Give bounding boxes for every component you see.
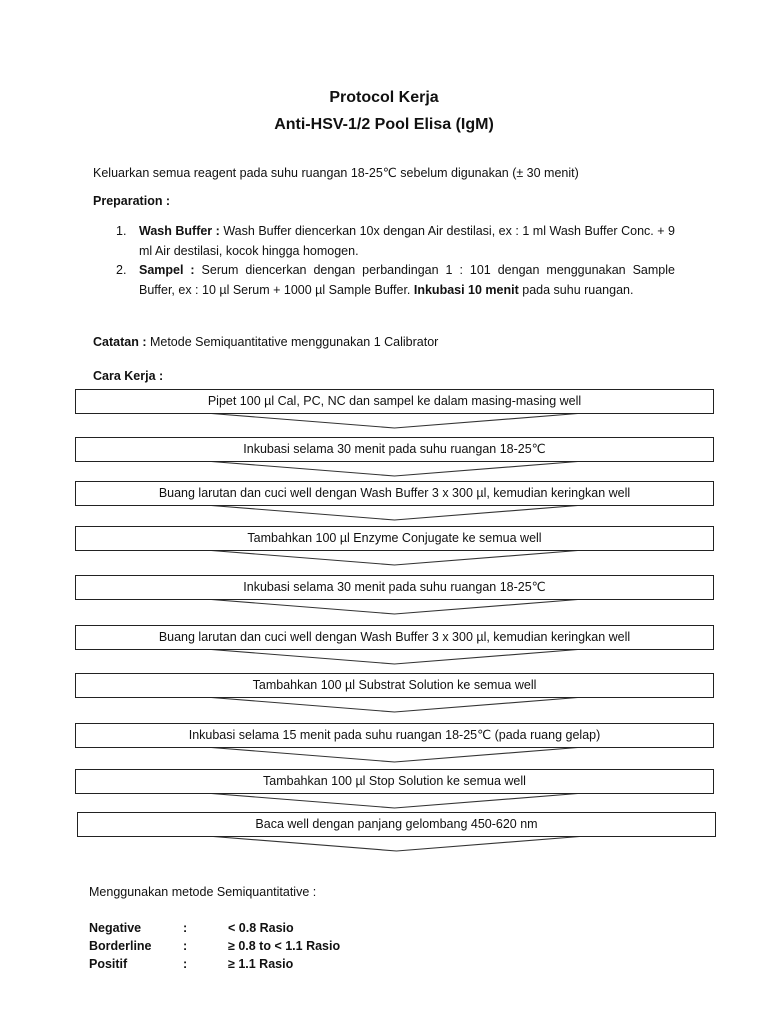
result-borderline-value: ≥ 0.8 to < 1.1 Rasio	[228, 939, 341, 953]
document-title: Protocol Kerja	[329, 89, 439, 106]
prep-item-2	[139, 261, 675, 300]
flow-arrow-3	[205, 505, 584, 520]
result-borderline-sep: :	[183, 939, 188, 953]
result-negative-sep: :	[183, 921, 188, 935]
flow-arrow-7	[205, 697, 584, 712]
document-subtitle: Anti-HSV-1/2 Pool Elisa (IgM)	[274, 116, 494, 133]
intro-text: Keluarkan semua reagent pada suhu ruangan 18-25℃ sebelum digunakan (± 30 menit)	[93, 166, 579, 180]
results-heading: Menggunakan metode Semiquantitative :	[89, 885, 317, 899]
flow-arrow-2	[205, 461, 584, 476]
result-negative-label: Negative	[89, 921, 142, 935]
prep-item-2-incubation: Inkubasi 10 menit	[413, 282, 519, 297]
prep-item-2-text: Serum diencerkan dengan perbandingan 1 : 101 dengan menggunakan Sample Buffer, ex : 10 µl Serum + 1000 µl Sample Buffer.	[139, 263, 675, 297]
step-4: Tambahkan 100 µl Enzyme Conjugate ke semua well	[75, 526, 714, 551]
preparation-heading: Preparation :	[93, 194, 171, 208]
step-1: Pipet 100 µl Cal, PC, NC dan sampel ke dalam masing-masing well	[75, 389, 714, 414]
prep-item-1-label: Wash Buffer :	[139, 224, 220, 238]
flow-arrow-9	[205, 793, 584, 808]
step-6: Buang larutan dan cuci well dengan Wash Buffer 3 x 300 µl, kemudian keringkan well	[75, 625, 714, 650]
step-9: Tambahkan 100 µl Stop Solution ke semua well	[75, 769, 714, 794]
result-borderline-label: Borderline	[89, 939, 152, 953]
prep-item-1-number: 1.	[116, 224, 127, 238]
flow-arrow-4	[205, 550, 584, 565]
prep-item-2-label: Sampel :	[139, 263, 195, 277]
flow-arrow-8	[205, 747, 584, 762]
prep-item-2-text-end: pada suhu ruangan.	[518, 282, 634, 297]
flow-arrow-10	[207, 836, 586, 851]
step-5: Inkubasi selama 30 menit pada suhu ruangan 18-25℃	[75, 575, 714, 600]
result-positif-value: ≥ 1.1 Rasio	[228, 957, 294, 971]
note-label: Catatan :	[93, 335, 147, 349]
step-2: Inkubasi selama 30 menit pada suhu ruangan 18-25℃	[75, 437, 714, 462]
flow-arrow-6	[205, 649, 584, 664]
step-3: Buang larutan dan cuci well dengan Wash Buffer 3 x 300 µl, kemudian keringkan well	[75, 481, 714, 506]
procedure-heading: Cara Kerja :	[93, 369, 164, 383]
prep-item-1-text: Wash Buffer diencerkan 10x dengan Air destilasi, ex : 1 ml Wash Buffer Conc. + 9 ml Air destilasi, kocok hingga homogen.	[139, 224, 675, 258]
step-10: Baca well dengan panjang gelombang 450-620 nm	[77, 812, 716, 837]
flow-arrow-1	[205, 413, 584, 428]
note	[93, 333, 438, 352]
flow-arrow-5	[205, 599, 584, 614]
note-text: Metode Semiquantitative menggunakan 1 Calibrator	[146, 335, 439, 349]
step-8: Inkubasi selama 15 menit pada suhu ruangan 18-25℃ (pada ruang gelap)	[75, 723, 714, 748]
result-positif-label: Positif	[89, 957, 128, 971]
prep-item-1	[139, 222, 675, 261]
prep-item-2-number: 2.	[116, 263, 127, 277]
result-negative-value: < 0.8 Rasio	[228, 921, 294, 935]
result-positif-sep: :	[183, 957, 188, 971]
step-7: Tambahkan 100 µl Substrat Solution ke semua well	[75, 673, 714, 698]
